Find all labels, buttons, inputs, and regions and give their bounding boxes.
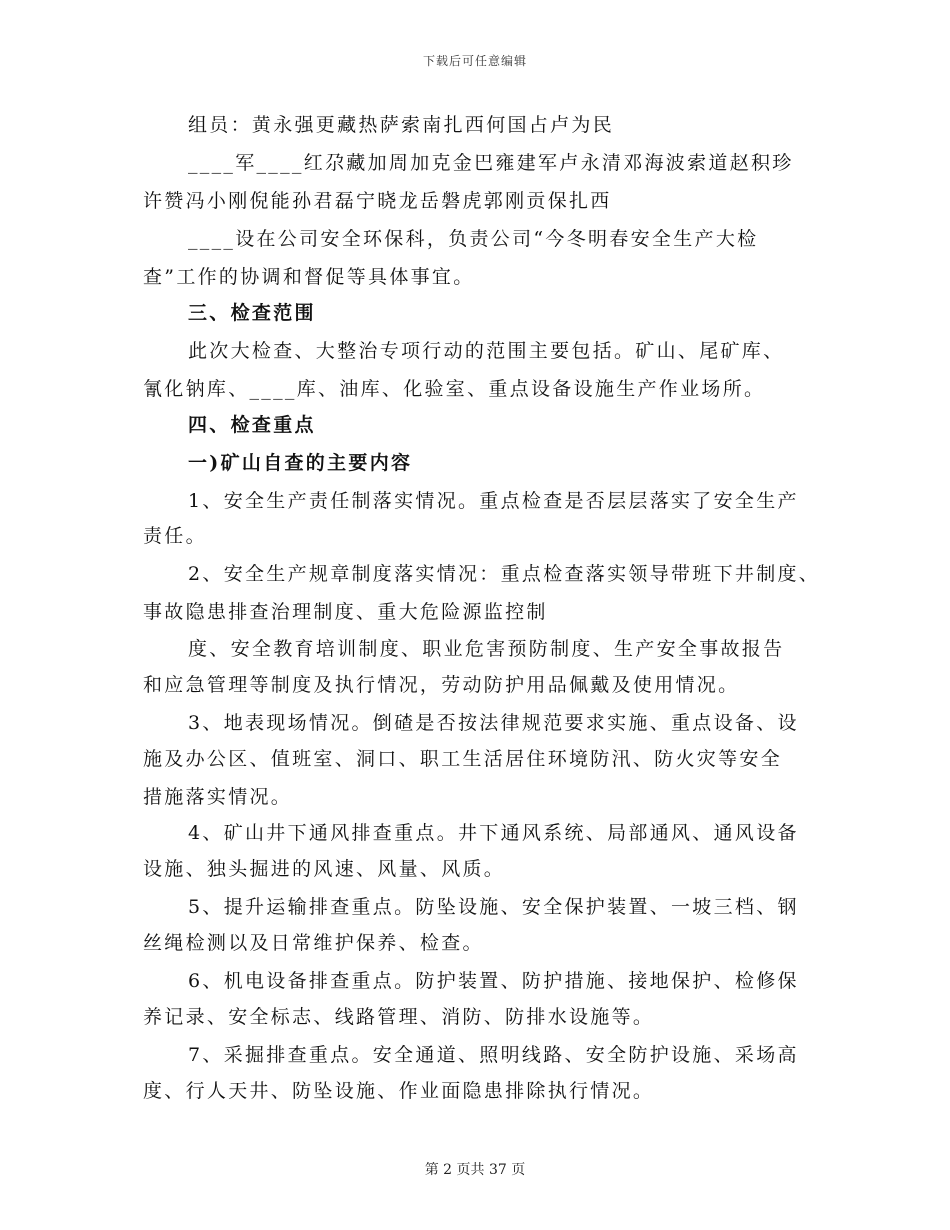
- item-1-line-2: 责任。: [143, 525, 207, 547]
- item-7-line-1: 7、采掘排查重点。安全通道、照明线路、安全防护设施、采场高: [188, 1044, 799, 1066]
- item-3-line-3: 措施落实情况。: [143, 786, 293, 808]
- item-3-line-1: 3、地表现场情况。倒碴是否按法律规范要求实施、重点设备、设: [188, 712, 799, 734]
- members-line-1: 组员：黄永强更藏热萨索南扎西何国占卢为民: [188, 114, 615, 136]
- item-6-line-1: 6、机电设备排查重点。防护装置、防护措施、接地保护、检修保: [188, 970, 799, 992]
- scope-paragraph-line-2: 氰化钠库、____库、油库、化验室、重点设备设施生产作业场所。: [143, 378, 766, 400]
- section-heading-focus: 四、检查重点: [188, 414, 316, 436]
- office-paragraph-line-1: ____设在公司安全环保科，负责公司“今冬明春安全生产大检: [188, 228, 759, 250]
- item-5-line-1: 5、提升运输排查重点。防坠设施、安全保护装置、一坡三档、钢: [188, 896, 799, 918]
- item-6-line-2: 养记录、安全标志、线路管理、消防、防排水设施等。: [143, 1006, 655, 1028]
- members-line-3: 许赞冯小刚倪能孙君磊宁晓龙岳磐虎郭刚贡保扎西: [143, 190, 612, 212]
- item-4-line-1: 4、矿山井下通风排查重点。井下通风系统、局部通风、通风设备: [188, 822, 799, 844]
- item-4-line-2: 设施、独头掘进的风速、风量、风质。: [143, 858, 506, 880]
- item-7-line-2: 度、行人天井、防坠设施、作业面隐患排除执行情况。: [143, 1080, 655, 1102]
- item-2-line-3: 度、安全教育培训制度、职业危害预防制度、生产安全事故报告: [188, 638, 785, 660]
- page-header: 下载后可任意编辑: [422, 54, 527, 68]
- item-1-line-1: 1、安全生产责任制落实情况。重点检查是否层层落实了安全生产: [188, 490, 799, 512]
- members-line-2: ____军____红尕藏加周加克金巴雍建军卢永清邓海波索道赵积珍: [188, 152, 794, 174]
- scope-paragraph-line-1: 此次大检查、大整治专项行动的范围主要包括。矿山、尾矿库、: [188, 340, 785, 362]
- item-3-line-2: 施及办公区、值班室、洞口、职工生活居住环境防汛、防火灾等安全: [143, 748, 783, 770]
- subsection-heading-mine: 一)矿山自查的主要内容: [188, 452, 413, 474]
- office-paragraph-line-2: 查”工作的协调和督促等具体事宜。: [143, 266, 475, 288]
- page-number: 第 2 页共 37 页: [424, 1162, 526, 1178]
- item-2-line-2: 事故隐患排查治理制度、重大危险源监控制: [143, 601, 548, 623]
- item-5-line-2: 丝绳检测以及日常维护保养、检查。: [143, 932, 484, 954]
- section-heading-scope: 三、检查范围: [188, 302, 316, 324]
- item-2-line-1: 2、安全生产规章制度落实情况：重点检查落实领导带班下井制度、: [188, 563, 821, 585]
- item-2-line-4: 和应急管理等制度及执行情况，劳动防护用品佩戴及使用情况。: [143, 674, 740, 696]
